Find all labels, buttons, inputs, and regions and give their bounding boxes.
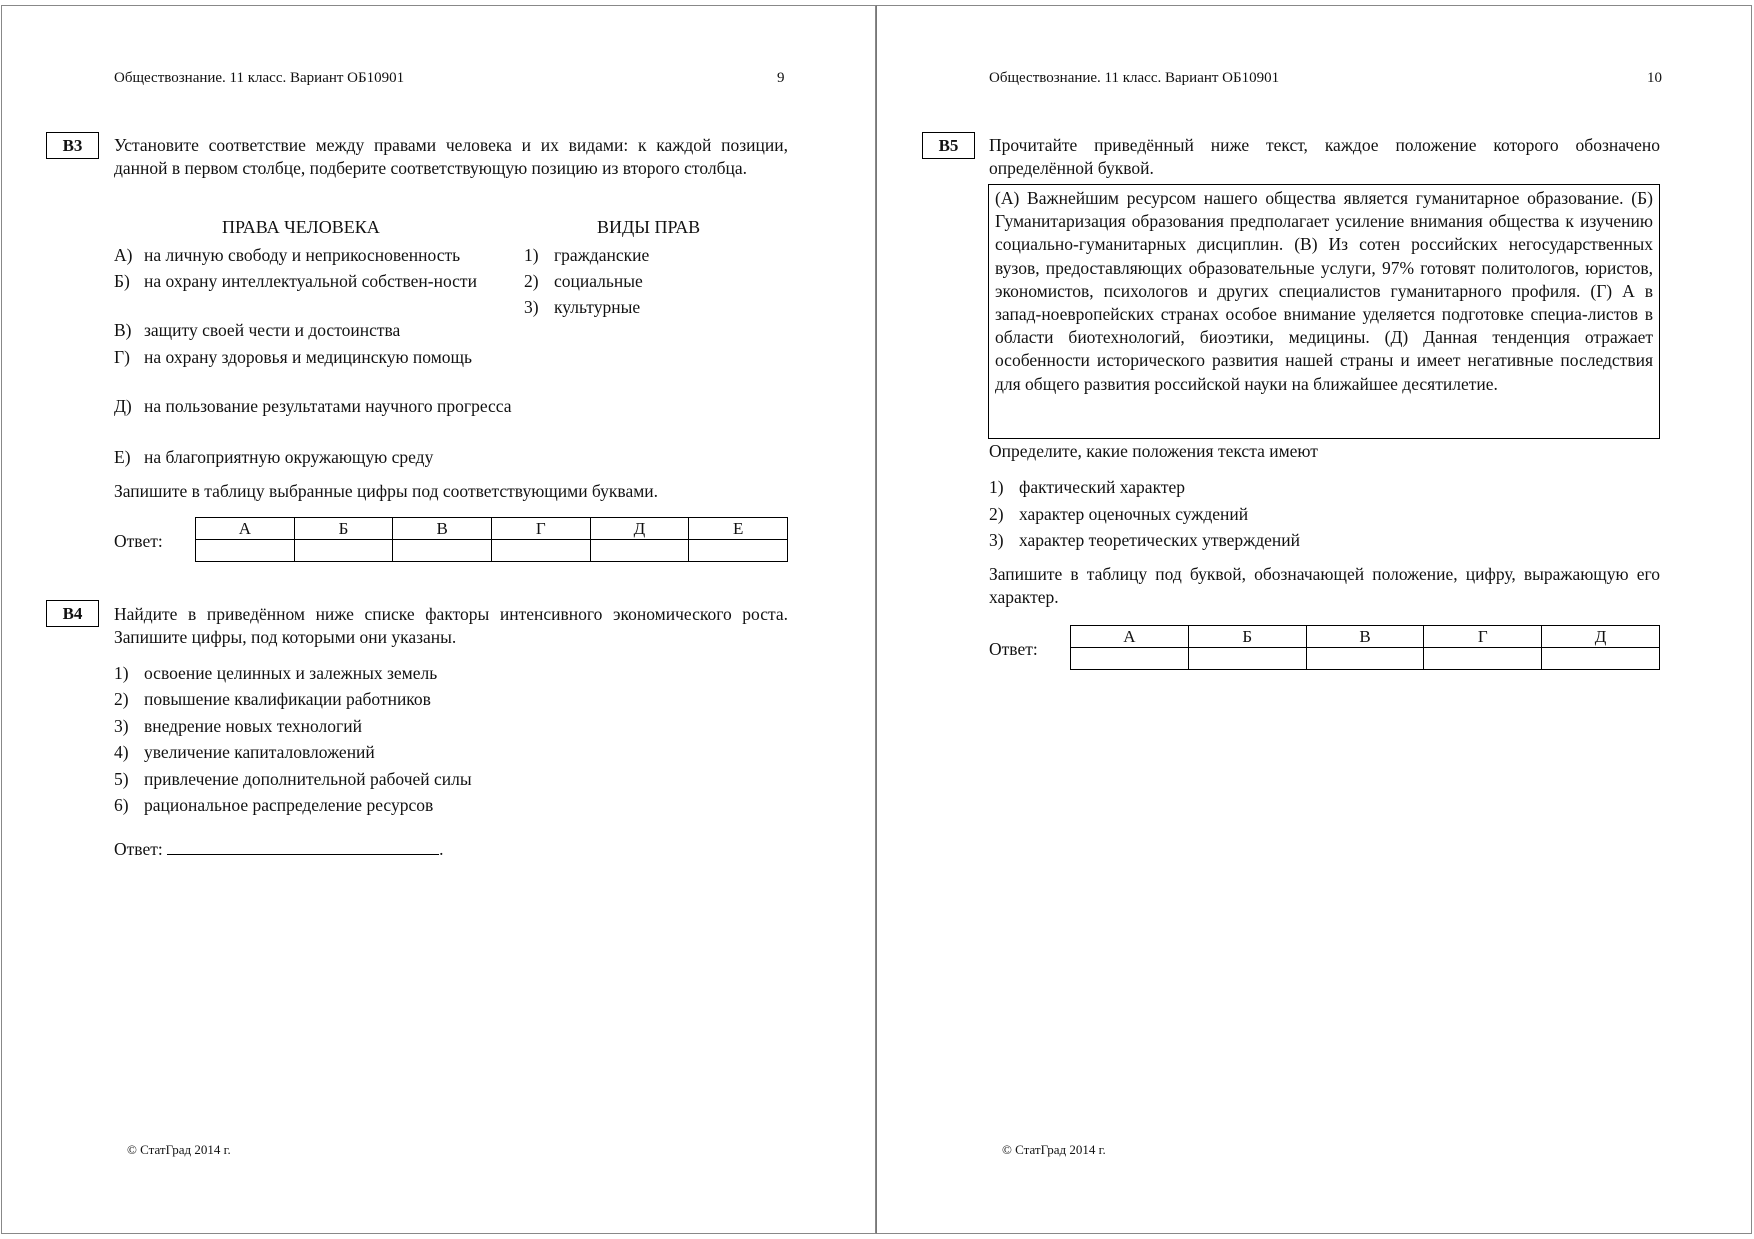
page-number: 9 bbox=[777, 70, 785, 86]
answer-cell[interactable] bbox=[689, 540, 788, 562]
b4-answer-label: Ответ: bbox=[114, 839, 163, 859]
b4-answer-end: . bbox=[439, 839, 444, 859]
answer-cell[interactable] bbox=[1071, 648, 1189, 670]
b3-table-instruction: Запишите в таблицу выбранные цифры под соответствующими буквами. bbox=[114, 481, 659, 501]
task-tag-b4: В4 bbox=[46, 600, 99, 627]
b4-instruction: Найдите в приведённом ниже списке факторы интенсивного экономического роста. Запишите цифры, под которыми они указаны. bbox=[114, 604, 788, 647]
page-header: Обществознание. 11 класс. Вариант ОБ10901 bbox=[989, 70, 1280, 86]
answer-cell[interactable] bbox=[1306, 648, 1424, 670]
answer-table-header: Г bbox=[491, 518, 590, 540]
answer-table-header: Б bbox=[294, 518, 393, 540]
task-tag-b3: В3 bbox=[46, 132, 99, 159]
b5-answer-table bbox=[1070, 625, 1660, 670]
answer-table-header: Б bbox=[1188, 626, 1306, 648]
b3-instruction: Установите соответствие между правами человека и их видами: к каждой позиции, данной в первом столбце, подберите соответствующую позицию из второго столбца. bbox=[114, 135, 788, 178]
answer-cell[interactable] bbox=[393, 540, 492, 562]
b3-answer-label: Ответ: bbox=[114, 531, 163, 551]
b5-instruction: Прочитайте приведённый ниже текст, каждое положение которого обозначено определённой буквой. bbox=[989, 135, 1660, 178]
left-page: Обществознание. 11 класс. Вариант ОБ10901 9 В3 Установите соответствие между правами человека и их видами: к каждой позиции, данной в первом столбце, подберите соответствующую позицию из второго столбца. ПРАВА ЧЕЛОВЕКА ВИДЫ ПРАВ А) на личную свободу и неприкосновенность Б) на охрану интеллектуальной собствен-ности В) защиту своей чести и достоинства Г) на охрану здоровья и медицинскую помощь Д) на пользование результатами научного прогресса Е) на благоприятную окружающую среду 1) гражданские 2) социальные 3) культурные Запишите в таблицу выбранные цифры под соответствующими буквами. Ответ: А Б В Г Д Е В4 Найдите в приведённом ниже списке факторы интенсивного экономического роста. Запишите цифры, под которыми они указаны. 1) освоение целинных и залежных земель 2) повышение квалификации работников 3) внедрение новых технологий 4) увеличение капиталовложений 5) привлечение дополнительной рабочей силы 6) рациональное распределение ресурсов Ответ: . © СтатГрад 2014 г. bbox=[1, 5, 876, 1234]
answer-cell[interactable] bbox=[294, 540, 393, 562]
answer-table-header: Д bbox=[1542, 626, 1660, 648]
answer-cell[interactable] bbox=[1188, 648, 1306, 670]
answer-table-header: В bbox=[1306, 626, 1424, 648]
copyright: © СтатГрад 2014 г. bbox=[127, 1142, 231, 1157]
b4-answer-field[interactable] bbox=[167, 836, 439, 855]
answer-table-header: Г bbox=[1424, 626, 1542, 648]
b5-answer-label: Ответ: bbox=[989, 639, 1038, 659]
b5-passage: (А) Важнейшим ресурсом нашего общества является гуманитарное образование. (Б) Гуманитаризация образования предполагает усиление внимания общества к изучению социально-гуманитарных дисциплин. (В) Из сотен российских негосударственных вузов, предоставляющих образовательные услуги, 97% готовят политологов, юристов, экономистов, психологов и других специалистов гуманитарного профиля. (Г) А в запад-ноевропейских странах особое внимание уделяется подготовке специа-листов в области биотехнологий, биоэтики, медицины. (Д) Данная тенденция отражает особенности исторического развития нашей страны и имеет негативные последствия для общего развития российской науки на ближайшее десятилетие. bbox=[988, 184, 1660, 439]
page-number: 10 bbox=[1647, 70, 1662, 86]
b5-question: Определите, какие положения текста имеют bbox=[989, 441, 1318, 461]
answer-table-header: А bbox=[196, 518, 295, 540]
answer-table-header: А bbox=[1071, 626, 1189, 648]
right-page: Обществознание. 11 класс. Вариант ОБ10901 10 В5 Прочитайте приведённый ниже текст, каждое положение которого обозначено определённой буквой. (А) Важнейшим ресурсом нашего общества является гуманитарное образование. (Б) Гуманитаризация образования предполагает усиление внимания общества к изучению социально-гуманитарных дисциплин. (В) Из сотен российских негосударственных вузов, предоставляющих образовательные услуги, 97% готовят политологов, юристов, экономистов, психологов и других специалистов гуманитарного профиля. (Г) А в запад-ноевропейских странах особое внимание уделяется подготовке специа-листов в области биотехнологий, биоэтики, медицины. (Д) Данная тенденция отражает особенности исторического развития нашей страны и имеет негативные последствия для общего развития российской науки на ближайшее десятилетие. Определите, какие положения текста имеют 1) фактический характер 2) характер оценочных суждений 3) характер теоретических утверждений Запишите в таблицу под буквой, обозначающей положение, цифру, выражающую его характер. Ответ: А Б В Г Д © СтатГрад 2014 г. bbox=[876, 5, 1752, 1234]
answer-table-header: В bbox=[393, 518, 492, 540]
b4-answer-line bbox=[114, 836, 443, 861]
copyright: © СтатГрад 2014 г. bbox=[1002, 1142, 1106, 1157]
answer-table-header: Е bbox=[689, 518, 788, 540]
b3-col2-heading: ВИДЫ ПРАВ bbox=[597, 217, 701, 237]
answer-cell[interactable] bbox=[1542, 648, 1660, 670]
answer-cell[interactable] bbox=[196, 540, 295, 562]
page-header: Обществознание. 11 класс. Вариант ОБ10901 bbox=[114, 70, 405, 86]
answer-cell[interactable] bbox=[1424, 648, 1542, 670]
task-tag-b5: В5 bbox=[922, 132, 975, 159]
b5-table-instruction: Запишите в таблицу под буквой, обозначающей положение, цифру, выражающую его характер. bbox=[989, 564, 1660, 607]
answer-cell[interactable] bbox=[590, 540, 689, 562]
answer-cell[interactable] bbox=[491, 540, 590, 562]
answer-table-header: Д bbox=[590, 518, 689, 540]
b3-col1-heading: ПРАВА ЧЕЛОВЕКА bbox=[222, 217, 380, 237]
b3-answer-table bbox=[195, 517, 788, 562]
